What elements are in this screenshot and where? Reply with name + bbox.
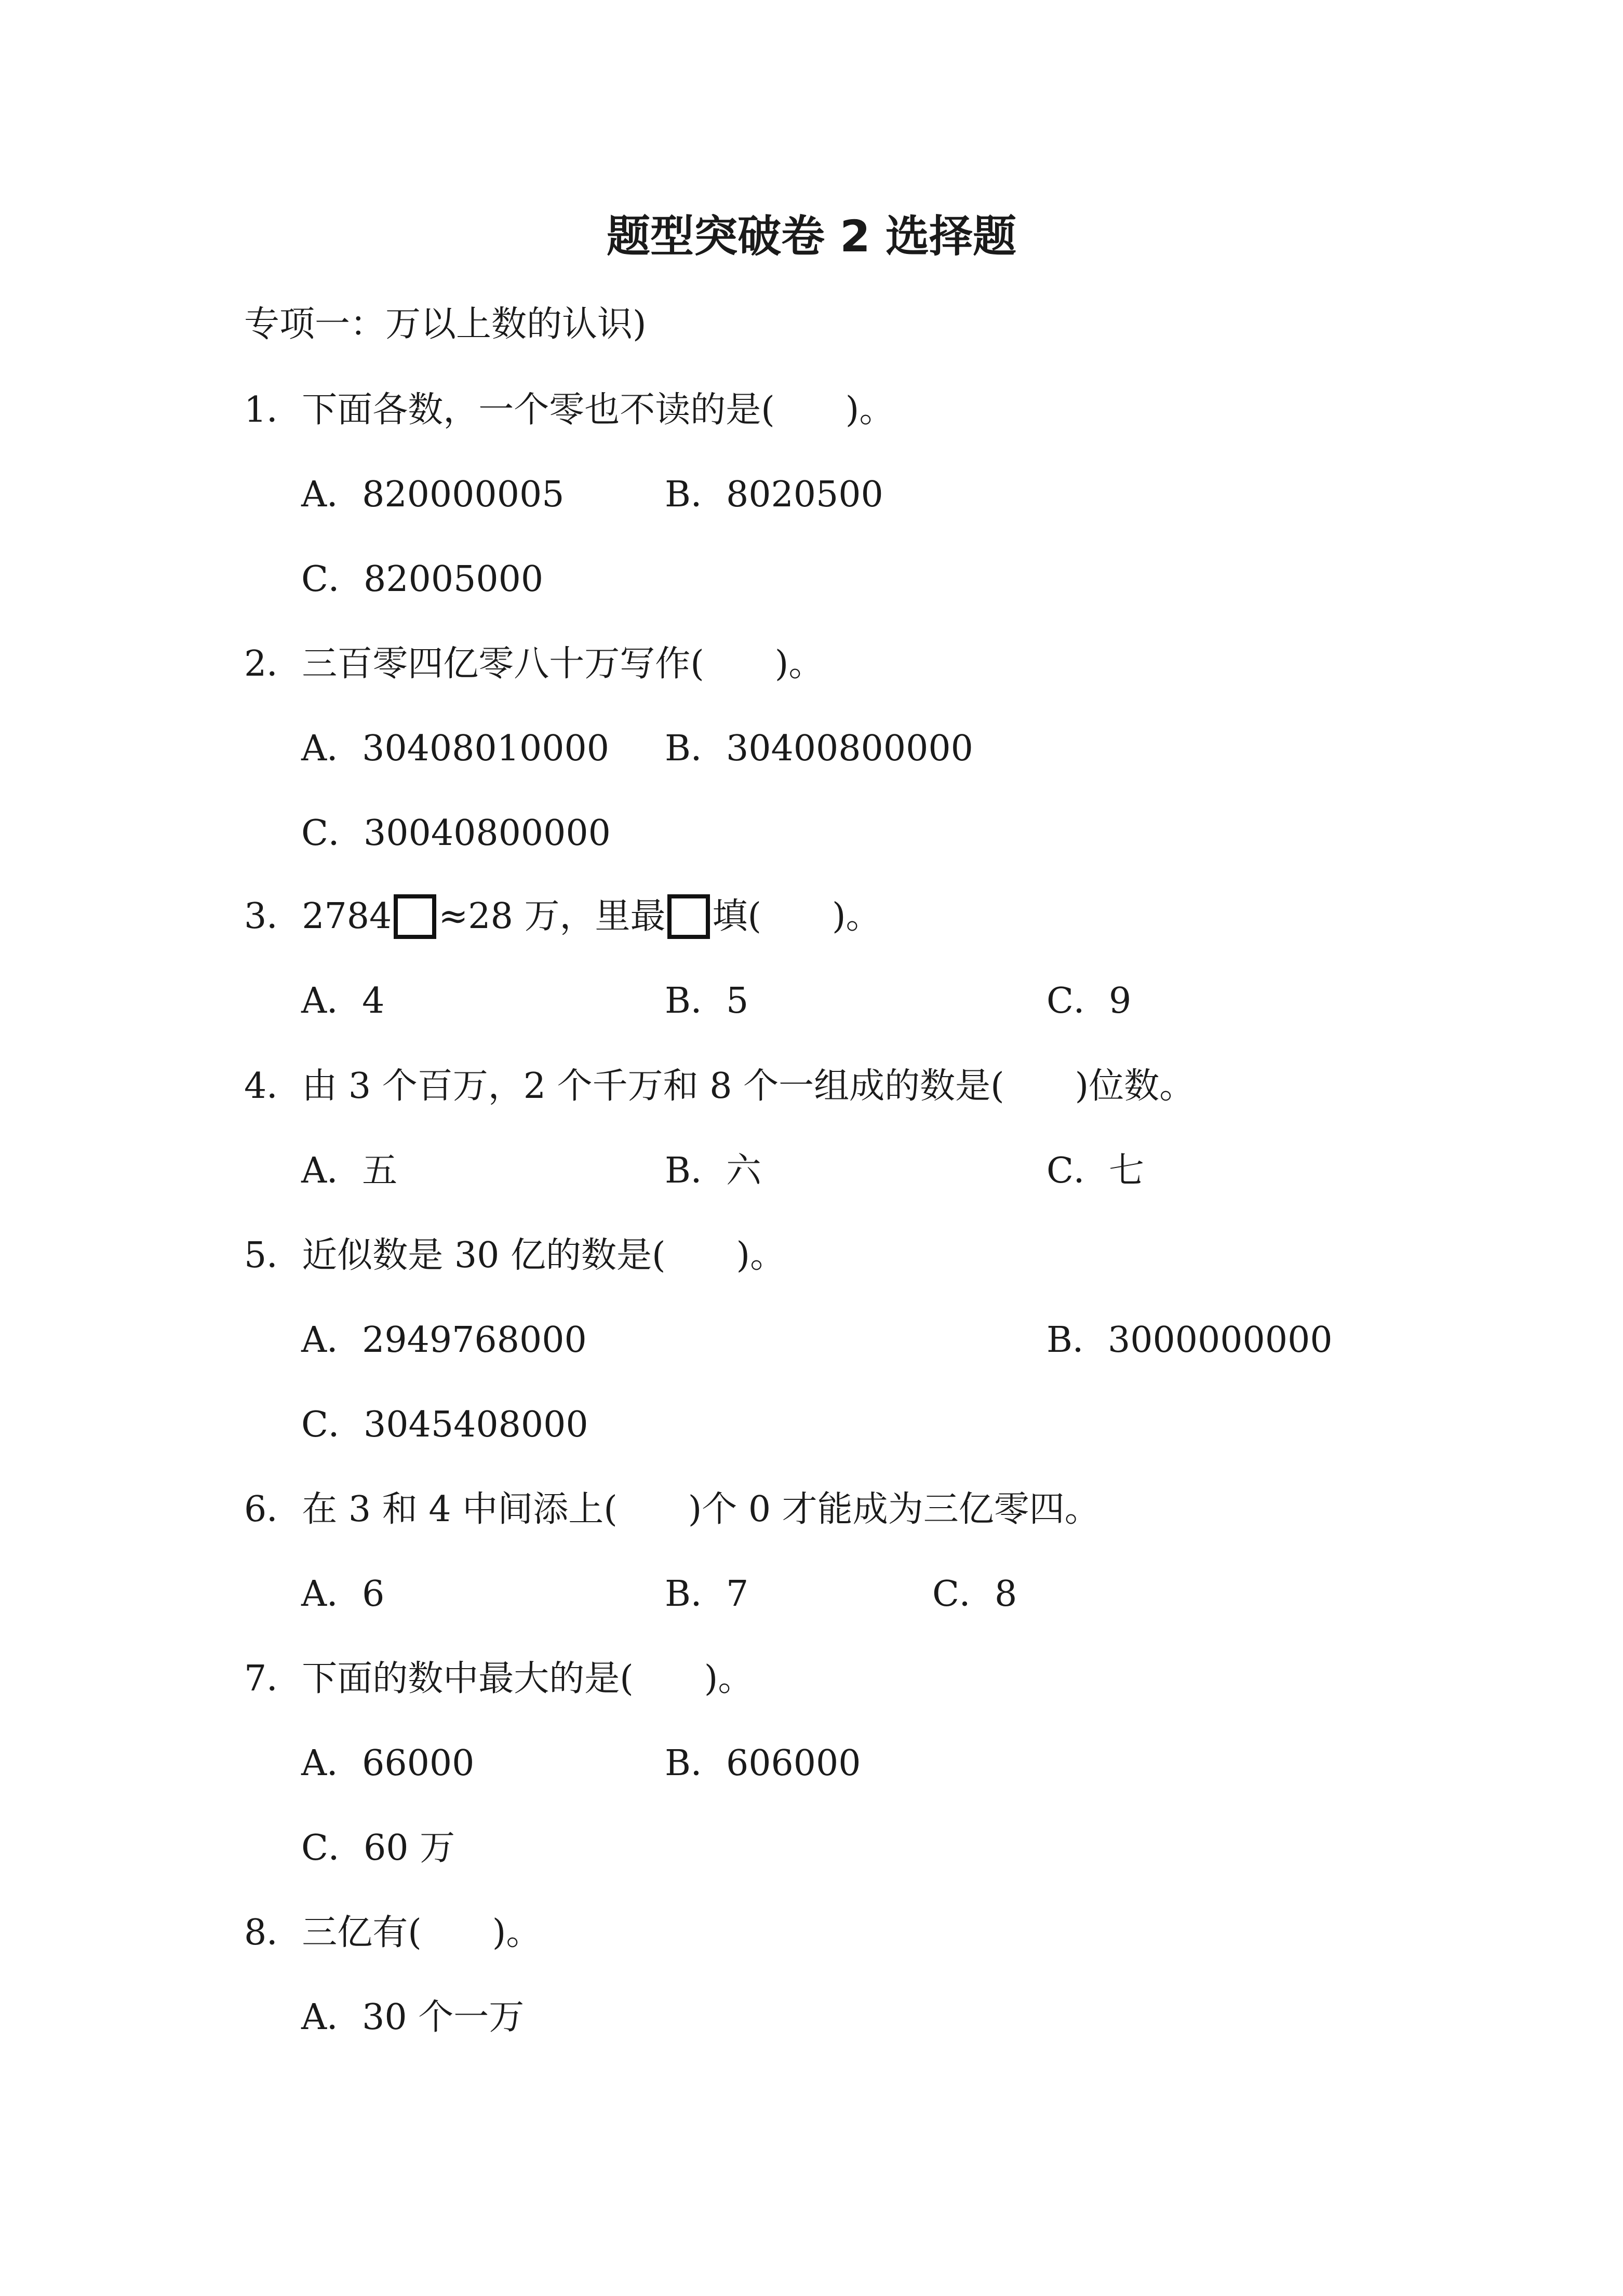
question-2-option-b: B．30400800000 <box>665 728 973 769</box>
question-5-option-c: C．3045408000 <box>301 1404 588 1445</box>
page-title: 题型突破卷 2 选择题 <box>607 211 1016 262</box>
question-4-option-a: A．五 <box>301 1150 398 1191</box>
question-5-option-b: B．3000000000 <box>1047 1320 1333 1361</box>
question-2-option-a: A．30408010000 <box>301 728 610 769</box>
question-1-stem: 1．下面各数，一个零也不读的是( )。 <box>244 390 895 431</box>
question-6-option-c: C．8 <box>932 1574 1017 1615</box>
question-7-option-b: B．606000 <box>665 1743 861 1784</box>
question-8-stem: 8．三亿有( )。 <box>244 1912 542 1953</box>
question-8-option-a: A．30 个一万 <box>301 1997 525 2038</box>
question-4-option-b: B．六 <box>665 1150 761 1191</box>
question-7-option-a: A．66000 <box>301 1743 475 1784</box>
question-7-stem: 7．下面的数中最大的是( )。 <box>244 1658 754 1699</box>
question-7-option-c: C．60 万 <box>301 1828 455 1869</box>
question-1-option-c: C．82005000 <box>301 559 544 600</box>
question-4-option-c: C．七 <box>1047 1150 1145 1191</box>
question-3-stem-part-2: ≈28 万，里最 <box>438 896 666 937</box>
question-3-stem <box>244 893 881 940</box>
question-3-stem-part-1: 3．2784 <box>244 896 392 937</box>
blank-box-2 <box>667 894 710 939</box>
blank-box-1 <box>394 894 436 939</box>
question-5-option-a: A．2949768000 <box>301 1320 587 1361</box>
question-3-option-c: C．9 <box>1047 981 1132 1022</box>
question-3-stem-part-3: 填( )。 <box>712 896 881 937</box>
question-3-option-a: A．4 <box>301 981 385 1022</box>
question-5-stem: 5．近似数是 30 亿的数是( )。 <box>244 1235 786 1276</box>
question-4-stem: 4．由 3 个百万，2 个千万和 8 个一组成的数是( )位数。 <box>244 1066 1195 1107</box>
question-2-option-c: C．30040800000 <box>301 813 611 854</box>
question-1-option-b: B．8020500 <box>665 474 883 515</box>
section-heading: 专项一：万以上数的认识) <box>244 304 647 345</box>
question-1-option-a: A．820000005 <box>301 474 565 515</box>
question-2-stem: 2．三百零四亿零八十万写作( )。 <box>244 643 824 684</box>
question-6-option-b: B．7 <box>665 1574 749 1615</box>
question-6-stem: 6．在 3 和 4 中间添上( )个 0 才能成为三亿零四。 <box>244 1489 1100 1530</box>
question-3-option-b: B．5 <box>665 981 749 1022</box>
question-6-option-a: A．6 <box>301 1574 385 1615</box>
